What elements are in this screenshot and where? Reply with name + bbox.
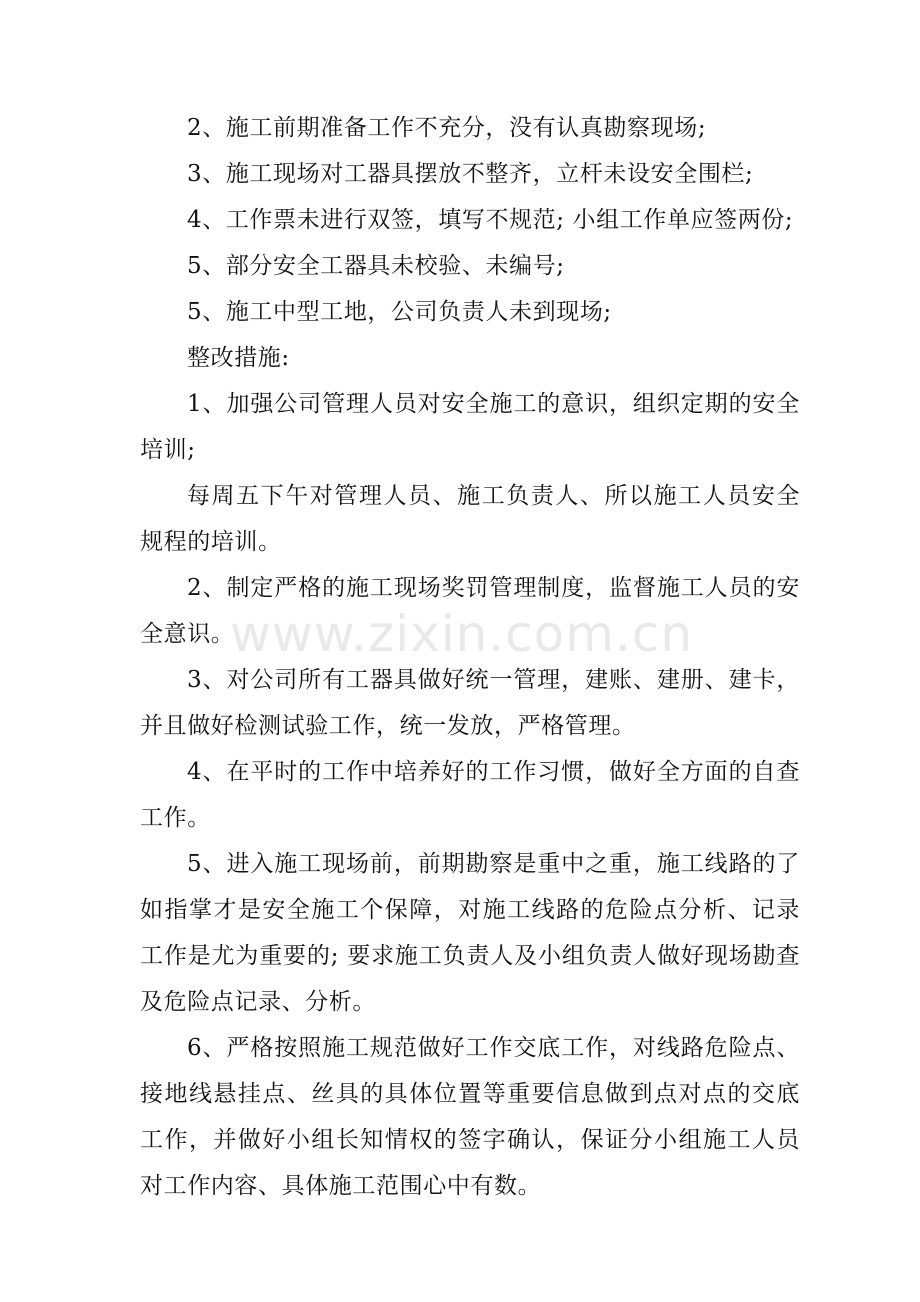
paragraph-measure-5: 5、进入施工现场前，前期勘察是重中之重，施工线路的了如指掌才是安全施工个保障，对施工线路的危险点分析、记录工作是尤为重要的; 要求施工负责人及小组负责人做好现场勘查及危险点记录、分析。 [140,851,800,1015]
paragraph-measure-1-detail: 每周五下午对管理人员、施工负责人、所以施工人员安全规程的培训。 [140,483,800,555]
paragraph-issue-5b: 5、施工中型工地，公司负责人未到现场; [187,299,612,325]
paragraph-measure-2: 2、制定严格的施工现场奖罚管理制度，监督施工人员的安全意识。 [140,575,800,647]
paragraph-issue-3: 3、施工现场对工器具摆放不整齐，立杆未设安全围栏; [187,161,754,187]
section-heading-measures: 整改措施: [187,345,290,371]
paragraph-measure-1: 1、加强公司管理人员对安全施工的意识，组织定期的安全培训; [140,391,800,463]
paragraph-measure-3: 3、对公司所有工器具做好统一管理，建账、建册、建卡，并且做好检测试验工作，统一发放，严格管理。 [140,667,800,739]
paragraph-measure-4: 4、在平时的工作中培养好的工作习惯，做好全方面的自查工作。 [140,759,800,831]
paragraph-measure-6: 6、严格按照施工规范做好工作交底工作，对线路危险点、接地线悬挂点、丝具的具体位置等重要信息做到点对点的交底工作，并做好小组长知情权的签字确认，保证分小组施工人员对工作内容、具体施工范围心中有数。 [140,1035,800,1199]
paragraph-issue-4: 4、工作票未进行双签，填写不规范; 小组工作单应签两份; [187,207,794,233]
paragraph-issue-2: 2、施工前期准备工作不充分，没有认真勘察现场; [187,115,707,141]
paragraph-issue-5a: 5、部分安全工器具未校验、未编号; [187,253,565,279]
document-body [140,105,800,1209]
watermark-text: www.zixin.com.cn [230,605,694,663]
